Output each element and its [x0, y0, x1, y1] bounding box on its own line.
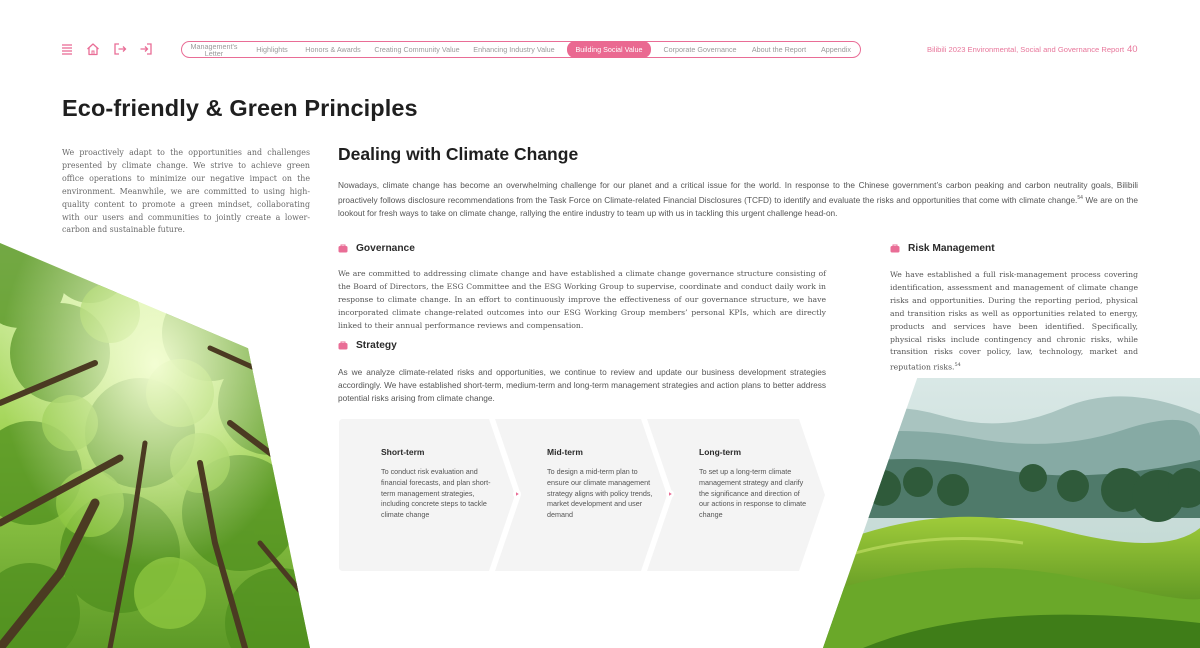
governance-body: We are committed to addressing climate change and have established a climate change governance structure consisting of the Board of Directors, the ESG Committee and the ESG Working Group to supervise, coordinate and conduct daily work in response to climate change. In an effort to continuously improve the effectiveness of our governance structure, we have incorporated climate change-related outcomes into our ESG Working Group members’ personal KPIs, which are directly linked to their annual performance reviews and compensation.	[338, 269, 826, 330]
section-body-text-end: We are on the lookout for fresh ways to take on climate change, rallying the entire industry to team up with us in tackling this urgent challenge head-on.	[338, 194, 1138, 218]
long-term-body: To set up a long-term climate management strategy and clarify the significance and direction of our actions in response to climate change	[699, 467, 807, 520]
tab-about-the-report[interactable]: About the Report	[751, 45, 807, 54]
governance-title: Governance	[356, 242, 415, 254]
tab-corporate-governance[interactable]: Corporate Governance	[663, 45, 737, 54]
tab-enhancing-industry-value[interactable]: Enhancing Industry Value	[473, 45, 555, 54]
footnote-marker: 54	[1077, 194, 1083, 201]
mid-term-title: Mid-term	[547, 447, 583, 457]
tab-managements-letter[interactable]: Management's Letter	[190, 42, 238, 58]
tab-highlights[interactable]: Highlights	[256, 45, 288, 54]
strategy-body: As we analyze climate-related risks and opportunities, we continue to review and update our business development strategies accordingly. We have established short-term, medium-term and long-term management strategies and action plans to better address potential risks arising from climate change.	[338, 367, 826, 403]
risk-management-text: We have established a full risk-management process covering identification, assessment and management of climate change risks and opportunities. During the reporting period, physical and transition risks as well as opportunities related to energy, products and services have been identified. Specifically, physical risks include contingency and chronic risks, while transition risks cover policy, law, technology, market and reputation risks.	[890, 270, 1138, 372]
play-icon	[666, 490, 674, 498]
tab-building-social-value[interactable]: Building Social Value	[567, 41, 651, 58]
section-body-text: Nowadays, climate change has become an overwhelming challenge for our planet and a critical issue for the world. In response to the Chinese government’s carbon peaking and carbon neutrality goals, Bilibili proactively follows disclosure recommendations from the Task Force on Climate-related Financial Disclosures (TCFD) to identify and evaluate the risks and opportunities that come with climate change.	[338, 180, 1138, 205]
bag-icon	[338, 341, 348, 350]
tab-creating-community-value[interactable]: Creating Community Value	[374, 45, 460, 54]
page-number: 40	[1127, 44, 1138, 55]
bag-icon	[890, 244, 900, 253]
section-title: Dealing with Climate Change	[338, 144, 579, 164]
strategy-title: Strategy	[356, 339, 397, 351]
page-title: Eco-friendly & Green Principles	[62, 95, 418, 121]
short-term-title: Short-term	[381, 447, 425, 457]
tab-honors-awards[interactable]: Honors & Awards	[305, 45, 361, 54]
risk-management-body	[890, 269, 1138, 375]
login-icon[interactable]	[139, 42, 153, 56]
governance-heading	[338, 241, 415, 255]
strategy-timeline	[339, 419, 825, 571]
long-term-card	[699, 447, 809, 521]
mid-term-card	[547, 447, 657, 521]
home-icon[interactable]	[86, 42, 100, 56]
tab-appendix[interactable]: Appendix	[821, 45, 851, 54]
mid-term-body: To design a mid-term plan to ensure our climate management strategy aligns with policy trends, market development and user demand	[547, 467, 653, 520]
footnote-marker: 54	[954, 362, 961, 369]
section-tabs	[181, 41, 861, 58]
risk-management-heading	[890, 241, 995, 255]
forest-canopy-image	[0, 243, 310, 648]
short-term-card	[381, 447, 491, 521]
green-hills-landscape-image	[823, 378, 1200, 648]
section-body	[338, 179, 1138, 219]
long-term-title: Long-term	[699, 447, 742, 457]
report-title: Bilibili 2023 Environmental, Social and Governance Report	[927, 45, 1125, 54]
menu-icon[interactable]	[60, 42, 74, 56]
strategy-heading	[338, 338, 397, 352]
short-term-body: To conduct risk evaluation and financial forecasts, and plan short-term management strategies, including concrete steps to tackle climate change	[381, 467, 491, 520]
intro-paragraph: We proactively adapt to the opportunities and challenges presented by climate change. We strive to achieve green office operations to minimize our negative impact on the environment. Meanwhile, we are committed to using high-quality content to promote a green mindset, collaborating with our users and communities to jointly create a lower-carbon and sustainable future.	[62, 148, 310, 235]
risk-management-title: Risk Management	[908, 242, 995, 254]
exit-icon[interactable]	[113, 42, 127, 56]
bag-icon	[338, 244, 348, 253]
play-icon	[513, 490, 521, 498]
top-navigation-bar	[0, 36, 1200, 62]
